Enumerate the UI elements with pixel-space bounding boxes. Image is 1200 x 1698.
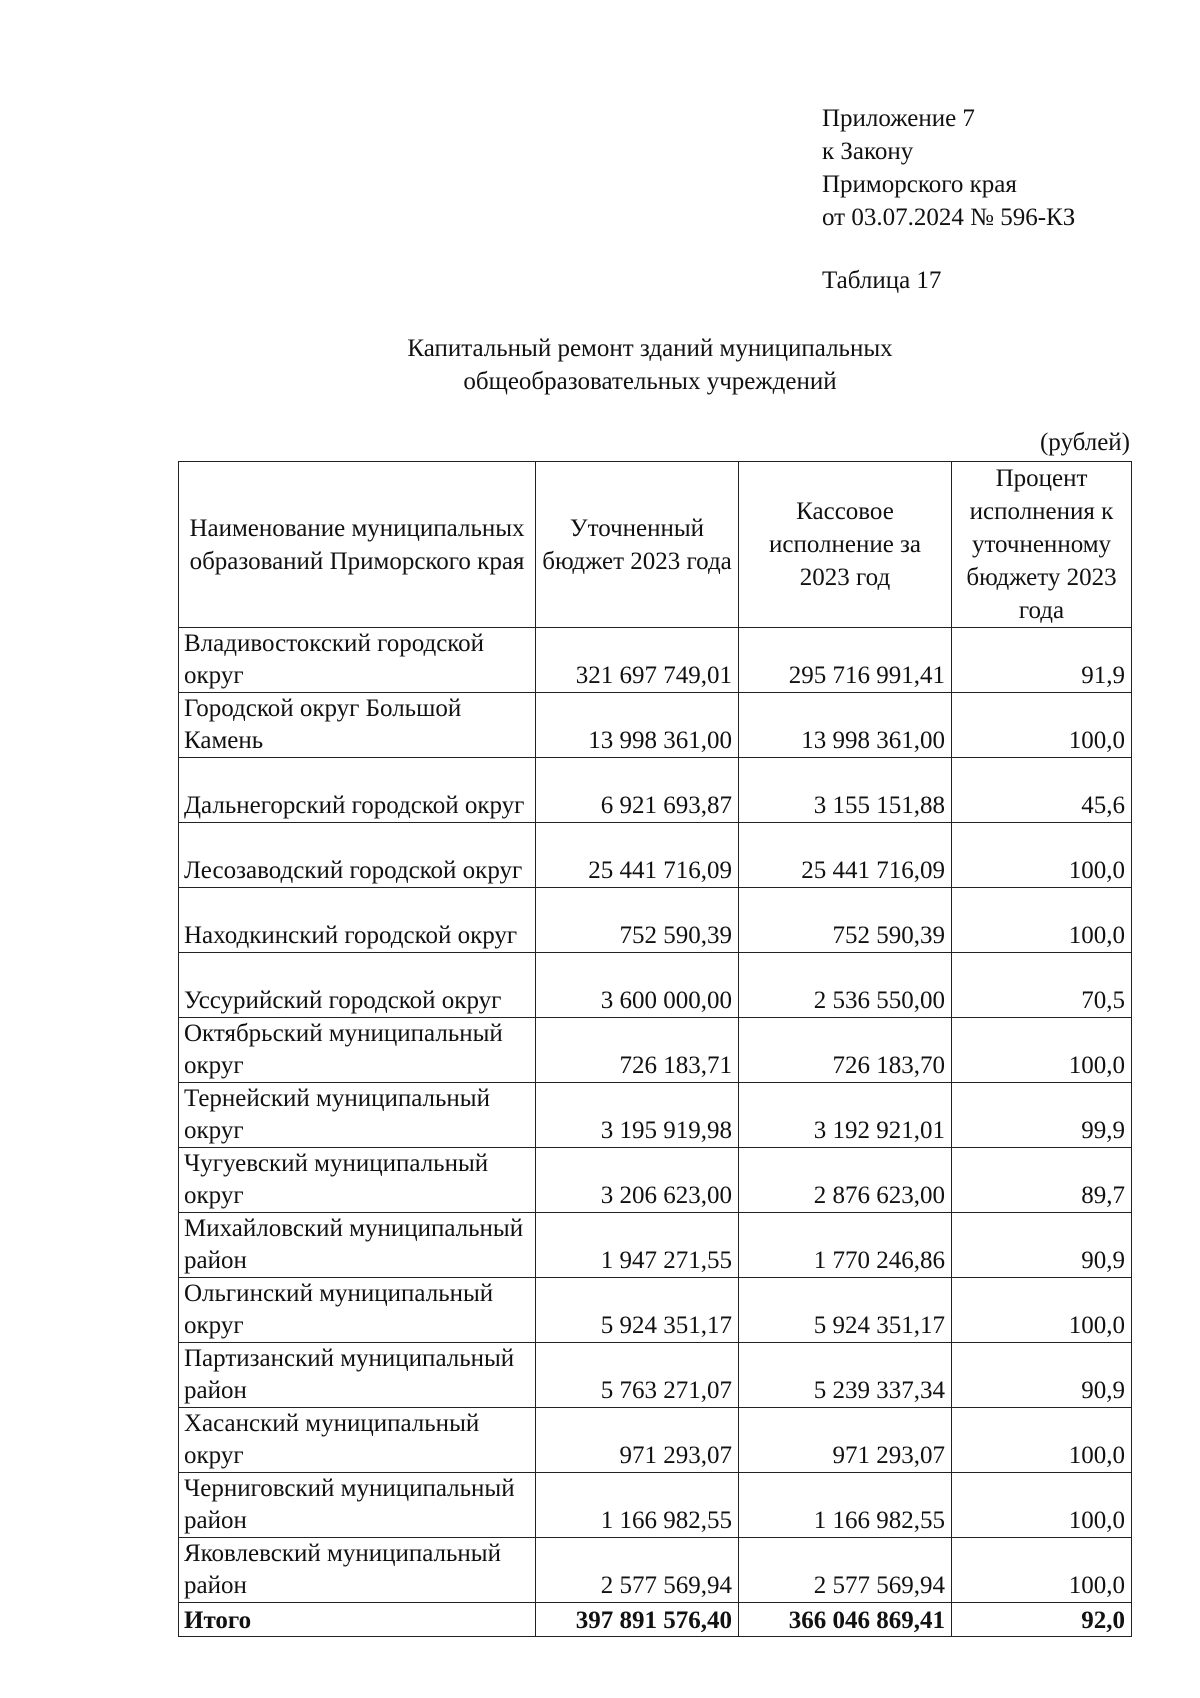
row-execution-cell: 2 876 623,00	[739, 1148, 952, 1213]
title-line: общеобразовательных учреждений	[463, 368, 837, 395]
row-budget-cell: 6 921 693,87	[536, 758, 739, 823]
row-percent-cell: 100,0	[952, 1473, 1132, 1538]
row-percent-cell: 100,0	[952, 1018, 1132, 1083]
table-header-row	[179, 462, 1132, 628]
row-budget-cell: 321 697 749,01	[536, 628, 739, 693]
row-percent-cell: 90,9	[952, 1343, 1132, 1408]
document-title	[160, 332, 1140, 398]
row-name-cell: Ольгинский муниципальный округ	[179, 1278, 536, 1343]
row-budget-cell: 3 195 919,98	[536, 1083, 739, 1148]
row-budget-cell: 13 998 361,00	[536, 693, 739, 758]
appendix-line: от 03.07.2024 № 596-КЗ	[822, 204, 1076, 231]
row-name-cell: Тернейский муниципальный округ	[179, 1083, 536, 1148]
row-name-cell: Партизанский муниципальный район	[179, 1343, 536, 1408]
row-name-cell: Хасанский муниципальный округ	[179, 1408, 536, 1473]
row-name-cell: Черниговский муниципальный район	[179, 1473, 536, 1538]
row-name-cell: Октябрьский муниципальный округ	[179, 1018, 536, 1083]
table-row	[179, 1408, 1132, 1473]
row-execution-cell: 13 998 361,00	[739, 693, 952, 758]
column-header-name: Наименование муниципальных образований Приморского края	[179, 462, 536, 628]
row-execution-cell: 726 183,70	[739, 1018, 952, 1083]
row-execution-cell: 2 536 550,00	[739, 953, 952, 1018]
row-percent-cell: 89,7	[952, 1148, 1132, 1213]
title-line: Капитальный ремонт зданий муниципальных	[407, 335, 893, 362]
table-row	[179, 693, 1132, 758]
row-percent-cell: 100,0	[952, 1408, 1132, 1473]
total-percent: 92,0	[952, 1603, 1132, 1637]
table-row	[179, 823, 1132, 888]
row-execution-cell: 2 577 569,94	[739, 1538, 952, 1603]
column-header-execution: Кассовое исполнение за 2023 год	[739, 462, 952, 628]
row-percent-cell: 100,0	[952, 693, 1132, 758]
table-row	[179, 1018, 1132, 1083]
row-execution-cell: 5 924 351,17	[739, 1278, 952, 1343]
row-percent-cell: 100,0	[952, 888, 1132, 953]
appendix-line: к Закону	[822, 138, 914, 165]
unit-label: (рублей)	[1039, 429, 1130, 456]
table-total-row	[179, 1603, 1132, 1637]
row-execution-cell: 295 716 991,41	[739, 628, 952, 693]
row-execution-cell: 971 293,07	[739, 1408, 952, 1473]
table-row	[179, 628, 1132, 693]
row-percent-cell: 70,5	[952, 953, 1132, 1018]
row-percent-cell: 100,0	[952, 823, 1132, 888]
table-row	[179, 1343, 1132, 1408]
row-execution-cell: 752 590,39	[739, 888, 952, 953]
budget-table	[178, 461, 1132, 1637]
row-execution-cell: 25 441 716,09	[739, 823, 952, 888]
column-header-budget: Уточненный бюджет 2023 года	[536, 462, 739, 628]
table-row	[179, 1278, 1132, 1343]
table-row	[179, 1213, 1132, 1278]
row-budget-cell: 1 947 271,55	[536, 1213, 739, 1278]
row-name-cell: Владивостокский городской округ	[179, 628, 536, 693]
row-budget-cell: 752 590,39	[536, 888, 739, 953]
row-percent-cell: 100,0	[952, 1538, 1132, 1603]
row-name-cell: Уссурийский городской округ	[179, 953, 536, 1018]
table-number: Таблица 17	[822, 267, 942, 294]
row-budget-cell: 1 166 982,55	[536, 1473, 739, 1538]
row-budget-cell: 726 183,71	[536, 1018, 739, 1083]
table-row	[179, 953, 1132, 1018]
total-budget: 397 891 576,40	[536, 1603, 739, 1637]
row-percent-cell: 100,0	[952, 1278, 1132, 1343]
row-name-cell: Городской округ Большой Камень	[179, 693, 536, 758]
table-row	[179, 758, 1132, 823]
row-budget-cell: 25 441 716,09	[536, 823, 739, 888]
row-budget-cell: 5 763 271,07	[536, 1343, 739, 1408]
row-name-cell: Лесозаводский городской округ	[179, 823, 536, 888]
row-name-cell: Находкинский городской округ	[179, 888, 536, 953]
table-row	[179, 1473, 1132, 1538]
row-name-cell: Михайловский муниципальный район	[179, 1213, 536, 1278]
appendix-line: Приморского края	[822, 171, 1017, 198]
row-percent-cell: 90,9	[952, 1213, 1132, 1278]
row-name-cell: Дальнегорский городской округ	[179, 758, 536, 823]
table-row	[179, 1538, 1132, 1603]
row-execution-cell: 5 239 337,34	[739, 1343, 952, 1408]
row-execution-cell: 3 155 151,88	[739, 758, 952, 823]
row-budget-cell: 971 293,07	[536, 1408, 739, 1473]
row-percent-cell: 45,6	[952, 758, 1132, 823]
row-name-cell: Чугуевский муниципальный округ	[179, 1148, 536, 1213]
total-execution: 366 046 869,41	[739, 1603, 952, 1637]
row-execution-cell: 3 192 921,01	[739, 1083, 952, 1148]
row-name-cell: Яковлевский муниципальный район	[179, 1538, 536, 1603]
column-header-percent: Процент исполнения к уточненному бюджету 2023 года	[952, 462, 1132, 628]
row-percent-cell: 91,9	[952, 628, 1132, 693]
row-budget-cell: 3 600 000,00	[536, 953, 739, 1018]
total-label: Итого	[179, 1603, 536, 1637]
appendix-reference	[822, 102, 1075, 234]
row-percent-cell: 99,9	[952, 1083, 1132, 1148]
row-budget-cell: 2 577 569,94	[536, 1538, 739, 1603]
appendix-line: Приложение 7	[822, 105, 975, 132]
table-row	[179, 1148, 1132, 1213]
table-row	[179, 888, 1132, 953]
row-execution-cell: 1 166 982,55	[739, 1473, 952, 1538]
row-budget-cell: 3 206 623,00	[536, 1148, 739, 1213]
table-body	[179, 628, 1132, 1603]
row-budget-cell: 5 924 351,17	[536, 1278, 739, 1343]
row-execution-cell: 1 770 246,86	[739, 1213, 952, 1278]
table-row	[179, 1083, 1132, 1148]
